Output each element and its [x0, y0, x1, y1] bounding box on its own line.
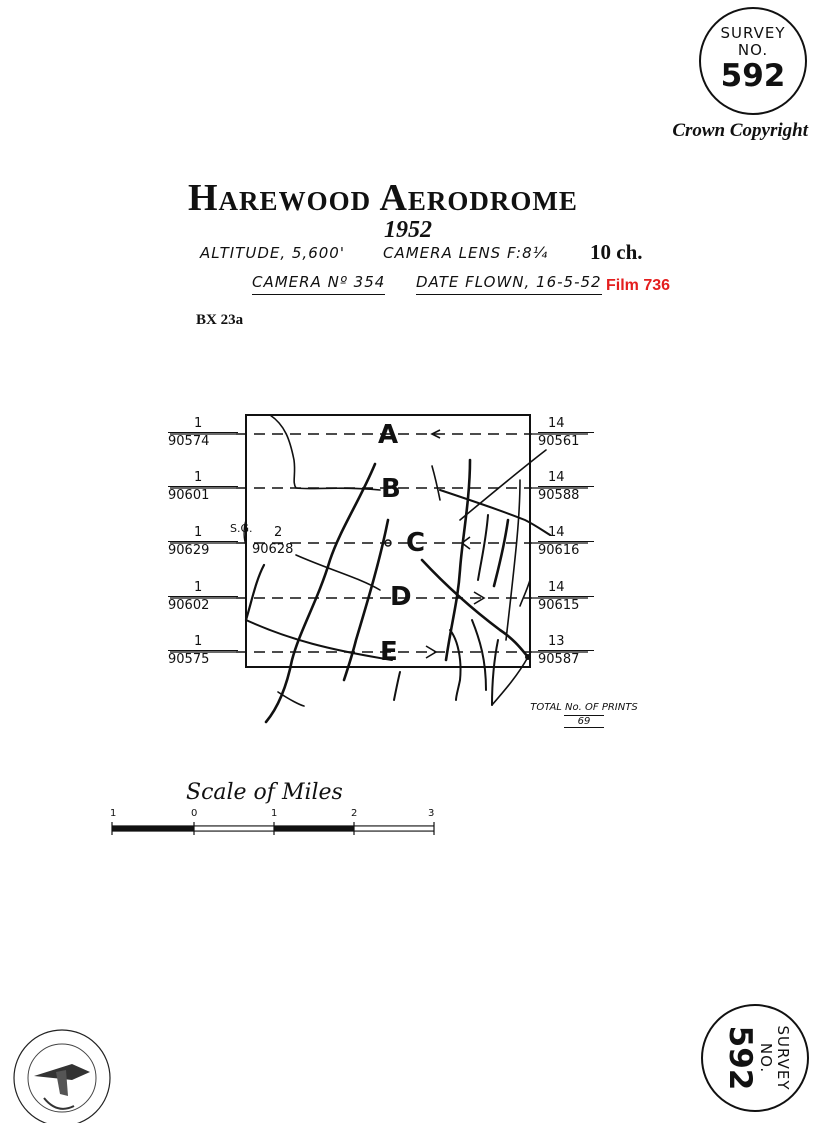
flight-line-e-right-label: [538, 634, 594, 668]
photo-number: 90588: [538, 486, 594, 504]
scale-title: Scale of Miles: [186, 780, 343, 805]
scale-tick: 1: [110, 808, 117, 819]
flight-line-b-left-label: [168, 470, 238, 504]
run-number: 1: [194, 416, 203, 431]
photo-number: 90587: [538, 650, 594, 668]
scale-tick: 1: [271, 808, 278, 819]
strip-label-d: D: [390, 582, 412, 612]
photo-number: 90602: [168, 596, 238, 614]
lens-suffix: 10 ch.: [590, 240, 643, 264]
stamp-number: 592: [720, 58, 786, 94]
total-prints-note: [524, 702, 644, 728]
run-number: 14: [548, 416, 565, 431]
date-flown: DATE FLOWN, 16-5-52: [416, 273, 602, 295]
stamp-survey-label: SURVEY: [774, 1025, 792, 1091]
photo-number: 90574: [168, 432, 238, 450]
flight-line-a-right-label: [538, 416, 594, 450]
run-number: 14: [548, 525, 565, 540]
camera-number: CAMERA Nº 354: [252, 273, 385, 295]
aerial-mapping-logo: [14, 1030, 110, 1123]
stamp-no-label: NO.: [737, 41, 769, 59]
stamp-number: 592: [722, 1025, 758, 1091]
survey-stamp-bottom: [701, 1004, 809, 1112]
photo-number: 90575: [168, 650, 238, 668]
run-number: 1: [194, 634, 203, 649]
box-reference: BX 23a: [196, 312, 244, 328]
flight-line-c-left-label: [168, 525, 238, 559]
run-number: 1: [194, 580, 203, 595]
scale-tick: 0: [191, 808, 198, 819]
camera-lens-label: CAMERA LENS F:8¼: [383, 244, 549, 262]
run-number: 1: [194, 525, 203, 540]
flight-line-d-left-label: [168, 580, 238, 614]
strip-label-e: E: [380, 637, 398, 667]
scale-bar: [112, 822, 434, 835]
map-features: [244, 415, 550, 722]
run-number: 2: [274, 525, 283, 540]
strip-label-b: B: [381, 474, 401, 504]
film-number: Film 736: [606, 277, 671, 294]
photo-number: 90629: [168, 541, 238, 559]
flight-line-d-right-label: [538, 580, 594, 614]
stamp-survey-label: SURVEY: [720, 24, 786, 42]
total-prints-count: 69: [564, 715, 604, 728]
sg-label: S.G.: [230, 522, 253, 535]
altitude-label: ALTITUDE, 5,600': [200, 244, 345, 262]
crown-copyright: Crown Copyright: [672, 120, 808, 141]
photo-number: 90601: [168, 486, 238, 504]
photo-number: 90561: [538, 432, 594, 450]
stamp-no-label: NO.: [757, 1042, 775, 1074]
photo-number: 90615: [538, 596, 594, 614]
flight-line-c-right-label: [538, 525, 594, 559]
scale-tick: 2: [351, 808, 358, 819]
map-title: Harewood Aerodrome: [188, 177, 578, 219]
scale-tick: 3: [428, 808, 435, 819]
flight-line-a-left-label: [168, 416, 238, 450]
map-year: 1952: [384, 217, 432, 243]
flight-line-e-left-label: [168, 634, 238, 668]
run-number: 14: [548, 580, 565, 595]
strip-label-a: A: [378, 420, 399, 450]
photo-number: 90628: [252, 542, 294, 557]
run-number: 14: [548, 470, 565, 485]
strip-label-c: C: [406, 528, 426, 558]
photo-number: 90616: [538, 541, 594, 559]
flight-line-b-right-label: [538, 470, 594, 504]
flight-line-c-mid-label: [252, 525, 304, 558]
total-prints-label: TOTAL No. OF PRINTS: [530, 702, 638, 713]
run-number: 1: [194, 470, 203, 485]
run-number: 13: [548, 634, 565, 649]
